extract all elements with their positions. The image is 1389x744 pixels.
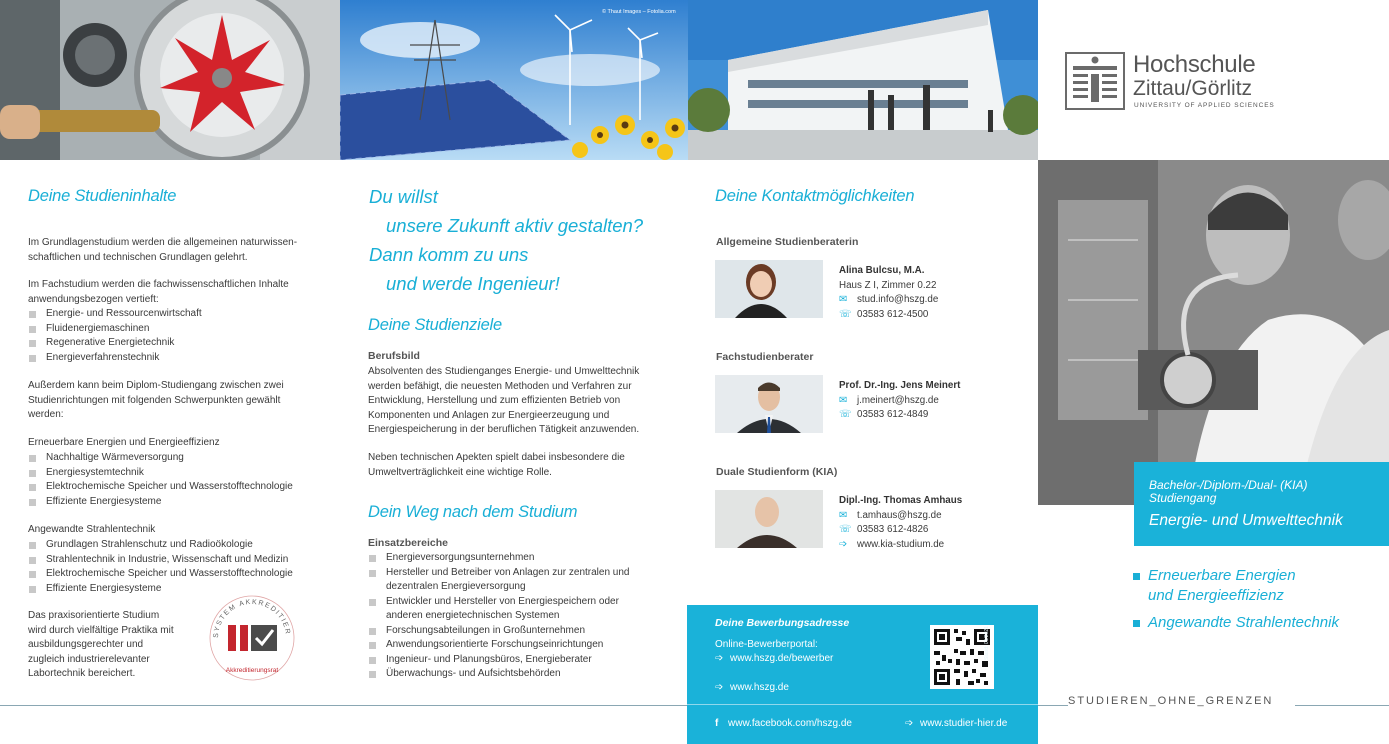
program-line1: Bachelor-/Diplom-/Dual- (KIA): [1149, 478, 1308, 492]
campus-graphic: [688, 0, 1038, 160]
heading-studienziele: Deine Studienziele: [368, 316, 502, 334]
list-strahlentechnik: [28, 538, 328, 596]
contact-title: Duale Studienform (KIA): [716, 466, 838, 478]
contact-phone[interactable]: 03583 612-4500: [857, 308, 929, 320]
list-item: Elektrochemische Speicher und Wasserstofftechnologie: [28, 480, 328, 495]
contact-email[interactable]: stud.info@hszg.de: [857, 294, 939, 305]
heading-kontakt: Deine Kontaktmöglichkeiten: [715, 187, 915, 205]
para-berufsbild: Absolventen des Studienganges Energie- und Umwelttechnik werden befähigt, die neuesten Methoden und Verfahren zur Entwicklung, Herstellung und zum effizienten Betrieb von Komponenten und Anlagen zur Energieerzeugung und Energiespeicherung in der beruflichen Tätigkeit anzuwenden.: [368, 366, 640, 435]
seal-text: SYSTEM AKKREDITIER: [212, 598, 291, 639]
list-erneuerbare: [28, 451, 328, 509]
bottom-rule-left: [0, 705, 687, 706]
lead-text: [369, 182, 669, 298]
contact-name: Dipl.-Ing. Thomas Amhaus: [839, 495, 963, 506]
logo-mark-icon: [1065, 52, 1127, 112]
subheading-berufsbild: Berufsbild: [368, 350, 420, 362]
contact-phone[interactable]: 03583 612-4826: [857, 524, 929, 535]
list-item: Forschungsabteilungen in Großunternehmen: [368, 624, 658, 639]
contact-info: [839, 379, 1029, 423]
list-item: Energieversorgungsunternehmen: [368, 551, 658, 566]
contact-info: [839, 494, 1029, 552]
accreditation-seal-icon: [206, 592, 298, 684]
turbine-graphic: [0, 0, 340, 160]
list-item: Strahlentechnik in Industrie, Wissenschaft und Medizin: [28, 553, 328, 568]
photo-energy: [340, 0, 688, 160]
list-item: Nachhaltige Wärmeversorgung: [28, 451, 328, 466]
list-item: Regenerative Energietechnik: [28, 336, 318, 351]
slogan: STUDIEREN_OHNE_GRENZEN: [1068, 695, 1274, 707]
focus-item: [1133, 566, 1378, 606]
phone-icon: ☏: [839, 308, 852, 320]
svg-text:SYSTEM AKKREDITIERT: [206, 592, 291, 638]
accreditation-seal: [206, 592, 298, 684]
para-diplom: Außerdem kann beim Diplom-Studiengang zwischen zwei Studienrichtungen mit folgenden Schwerpunkten gewählt werden:: [28, 380, 284, 420]
para-fachstudium: Im Fachstudium werden die fachwissenschaftlichen Inhalte anwendungsbezogen vertieft:: [28, 279, 289, 305]
photo-credit: © Thaut Images – Fotolia.com: [602, 9, 676, 15]
list-item: Energie- und Ressourcenwirtschaft: [28, 307, 318, 322]
portal-url[interactable]: www.hszg.de/bewerber: [730, 653, 834, 664]
photo-lab: [1038, 160, 1389, 505]
heading-weg: Dein Weg nach dem Studium: [368, 503, 578, 521]
bottom-rule-right2: [1295, 705, 1389, 706]
facebook-icon: f: [715, 718, 719, 729]
mail-icon: ✉: [839, 509, 848, 521]
mail-icon: ✉: [839, 394, 848, 406]
list-item: Effiziente Energiesysteme: [28, 495, 328, 510]
energy-graphic: [340, 0, 688, 160]
bullet-icon: [1133, 573, 1140, 580]
list-item: Anwendungsorientierte Forschungseinrichtungen: [368, 638, 658, 653]
box-divider: [687, 704, 1038, 705]
focus-item: [1133, 613, 1378, 633]
facebook-link[interactable]: [715, 718, 852, 729]
contact-name: Prof. Dr.-Ing. Jens Meinert: [839, 380, 961, 391]
link-arrow-icon: ➩: [715, 653, 724, 664]
contact-web[interactable]: www.kia-studium.de: [857, 538, 945, 550]
para-grundlagen: Im Grundlagenstudium werden die allgemeinen naturwissen-schaftlichen und technischen Grundlagen gelehrt.: [28, 237, 298, 263]
heading-studieninhalte: Deine Studieninhalte: [28, 187, 177, 205]
lab-graphic: [1038, 160, 1389, 505]
application-box: [687, 605, 1038, 744]
portrait-graphic: [715, 375, 823, 433]
list-item: Ingenieur- und Planungsbüros, Energieberater: [368, 653, 658, 668]
phone-icon: ☏: [839, 409, 852, 420]
list-item: Entwickler und Hersteller von Energiespeichern oder anderen energietechnischen Systemen: [368, 595, 658, 624]
focus-list: [1133, 566, 1378, 633]
portal-link[interactable]: [715, 653, 833, 664]
contact-info: [839, 264, 1029, 322]
studier-url[interactable]: www.studier-hier.de: [920, 718, 1008, 729]
link-arrow-icon: ➩: [715, 682, 724, 693]
contact-title: Fachstudienberater: [716, 351, 814, 363]
list-item: Fluidenergiemaschinen: [28, 322, 318, 337]
lead-line: und werde Ingenieur!: [386, 273, 560, 294]
photo-meinert: [715, 375, 823, 433]
list-item: Effiziente Energiesysteme: [28, 582, 328, 597]
link-arrow-icon: ➩: [839, 538, 848, 550]
lead-line: unsere Zukunft aktiv gestalten?: [386, 215, 644, 236]
para-umwelt: Neben technischen Apekten spielt dabei insbesondere die Umweltverträglichkeit eine wichtige Rolle.: [368, 452, 625, 478]
subheading-strahlentechnik: Angewandte Strahlentechnik: [28, 524, 156, 535]
subheading-erneuerbare: Erneuerbare Energien und Energieeffizienz: [28, 437, 220, 448]
contact-title: Allgemeine Studienberaterin: [716, 236, 859, 248]
portal-label: Online-Bewerberportal:: [715, 639, 818, 650]
portrait-graphic: [715, 490, 823, 548]
site-link[interactable]: [715, 682, 789, 693]
lead-line: Dann komm zu uns: [369, 244, 529, 265]
contact-email[interactable]: j.meinert@hszg.de: [857, 394, 939, 406]
seal-bottom-text: Akkreditierungsrat: [225, 667, 279, 674]
list-item: Energiesystemtechnik: [28, 466, 328, 481]
stand-note: Stand: 01/2021: [984, 626, 990, 660]
phone-icon: ☏: [839, 524, 852, 535]
photo-amhaus: [715, 490, 823, 548]
bottom-rule-right: [1038, 705, 1068, 706]
list-item: Überwachungs- und Aufsichtsbehörden: [368, 667, 658, 682]
contact-name: Alina Bulcsu, M.A.: [839, 265, 925, 276]
photo-alina: [715, 260, 823, 318]
focus-text: Angewandte Strahlentechnik: [1148, 614, 1339, 631]
mail-icon: ✉: [839, 294, 848, 305]
contact-phone[interactable]: 03583 612-4849: [857, 409, 929, 420]
program-name: Energie- und Umwelttechnik: [1149, 512, 1343, 529]
para-praxis: Das praxisorientierte Studium wird durch vielfältige Praktika mit ausbildungsgerechter und zugleich industrierelevanter Labortechnik bereichert.: [28, 610, 174, 679]
bullet-icon: [1133, 620, 1140, 627]
list-fachstudium: [28, 307, 318, 365]
program-line2: Studiengang: [1149, 491, 1217, 505]
facebook-url[interactable]: www.facebook.com/hszg.de: [728, 718, 852, 729]
logo-line2: Zittau/Görlitz: [1133, 77, 1253, 100]
list-item: Hersteller und Betreiber von Anlagen zur zentralen und dezentralen Energieversorgung: [368, 566, 658, 595]
list-item: Grundlagen Strahlenschutz und Radioökologie: [28, 538, 328, 553]
university-logo: [1065, 52, 1275, 114]
application-title: Deine Bewerbungsadresse: [715, 617, 850, 629]
focus-text: Erneuerbare Energien und Energieeffizienz: [1148, 567, 1296, 604]
list-einsatzbereiche: [368, 551, 658, 682]
photo-campus: [688, 0, 1038, 160]
logo-line1: Hochschule: [1133, 51, 1256, 78]
portrait-graphic: [715, 260, 823, 318]
contact-room: Haus Z I, Zimmer 0.22: [839, 279, 937, 291]
logo-line3: UNIVERSITY OF APPLIED SCIENCES: [1134, 102, 1275, 109]
list-item: Elektrochemische Speicher und Wasserstofftechnologie: [28, 567, 328, 582]
photo-turbine: [0, 0, 340, 160]
studier-link[interactable]: [905, 718, 1007, 729]
contact-email[interactable]: t.amhaus@hszg.de: [857, 509, 942, 521]
list-item: Energieverfahrenstechnik: [28, 351, 318, 366]
lead-line: Du willst: [369, 186, 438, 207]
site-url[interactable]: www.hszg.de: [730, 682, 789, 693]
subheading-einsatzbereiche: Einsatzbereiche: [368, 537, 448, 549]
link-arrow-icon: ➩: [905, 718, 914, 729]
program-box: [1134, 462, 1389, 546]
